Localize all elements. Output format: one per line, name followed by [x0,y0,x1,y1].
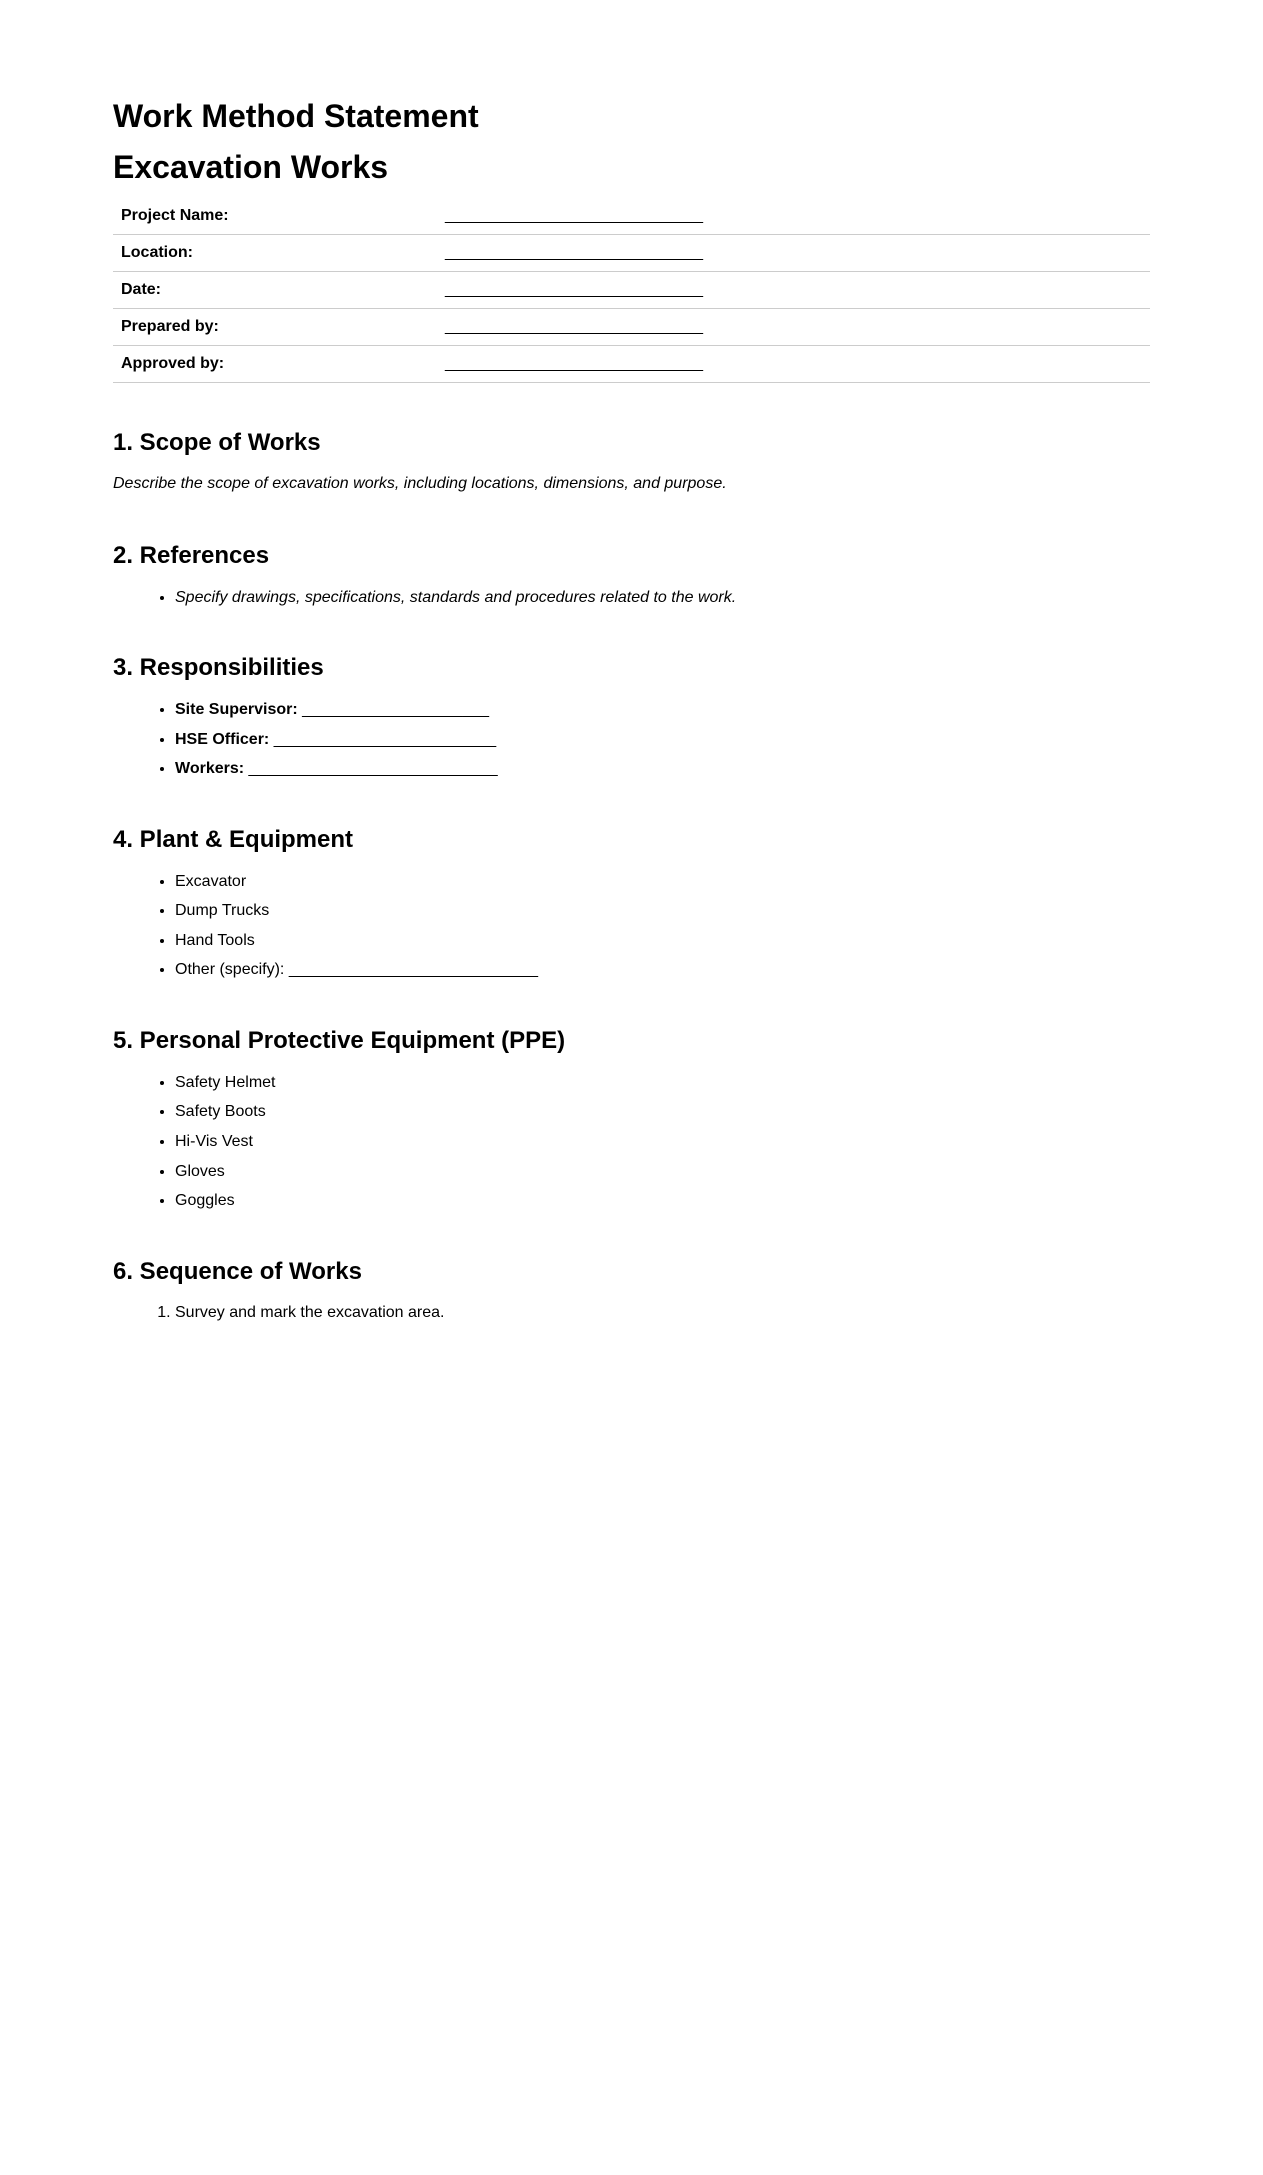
responsibility-label: Workers: [175,760,245,778]
references-list [113,587,1150,609]
field-blank-prepared-by: _____________________________ [437,308,1150,345]
field-row-date [113,271,1150,308]
document-title: Work Method Statement [113,98,479,134]
responsibility-label: Site Supervisor: [175,700,298,718]
responsibility-item-workers [175,758,1150,780]
section-heading-plant-equipment: 4. Plant & Equipment [113,825,354,853]
field-row-location [113,234,1150,271]
responsibility-item-hse-officer [175,729,1150,751]
scope-of-works-description: Describe the scope of excavation works, including locations, dimensions, and purpose. [113,475,727,493]
field-label-project-name: Project Name: [113,198,437,235]
equipment-item-other [175,959,1150,981]
section-heading-scope-of-works: 1. Scope of Works [113,428,321,456]
equipment-other-blank-line: ____________________________ [288,961,538,979]
field-blank-location: _____________________________ [437,234,1150,271]
plant-equipment-list [113,871,1150,981]
field-label-prepared-by: Prepared by: [113,308,437,345]
field-row-prepared-by [113,308,1150,345]
field-label-approved-by: Approved by: [113,345,437,382]
ppe-item-safety-helmet: • Safety Helmet [175,1072,1150,1094]
equipment-item-dump-trucks: • Dump Trucks [175,900,1150,922]
field-blank-project-name: _____________________________ [437,198,1150,235]
field-row-project-name [113,198,1150,235]
field-label-location: Location: [113,234,437,271]
document-subtitle: Excavation Works [113,148,389,185]
field-blank-approved-by: _____________________________ [437,345,1150,382]
responsibility-blank-line: _____________________ [302,700,490,718]
ppe-item-gloves: • Gloves [175,1161,1150,1183]
section-heading-ppe: 5. Personal Protective Equipment (PPE) [113,1026,566,1054]
responsibility-blank-line: ____________________________ [248,760,498,778]
ppe-list [113,1072,1150,1212]
field-label-date: Date: [113,271,437,308]
section-heading-responsibilities: 3. Responsibilities [113,654,324,682]
section-heading-references: 2. References [113,541,270,569]
responsibility-label: HSE Officer: [175,730,270,748]
equipment-item-hand-tools: • Hand Tools [175,930,1150,952]
references-item: • Specify drawings, specifications, standards and procedures related to the work. [175,587,1150,609]
header-fields-table [113,198,1150,383]
responsibility-blank-line: _________________________ [273,730,497,748]
ppe-item-goggles: • Goggles [175,1190,1150,1212]
field-row-approved-by [113,345,1150,382]
responsibility-item-site-supervisor [175,699,1150,721]
sequence-of-works-list [113,1302,1150,1324]
equipment-item-excavator: • Excavator [175,871,1150,893]
responsibilities-list [113,699,1150,780]
ppe-item-hi-vis-vest: • Hi-Vis Vest [175,1131,1150,1153]
ppe-item-safety-boots: • Safety Boots [175,1101,1150,1123]
field-blank-date: _____________________________ [437,271,1150,308]
section-heading-sequence-of-works: 6. Sequence of Works [113,1257,362,1285]
sequence-step-survey: 1. Survey and mark the excavation area. [175,1302,1150,1324]
equipment-other-label: Other (specify): [175,961,285,979]
